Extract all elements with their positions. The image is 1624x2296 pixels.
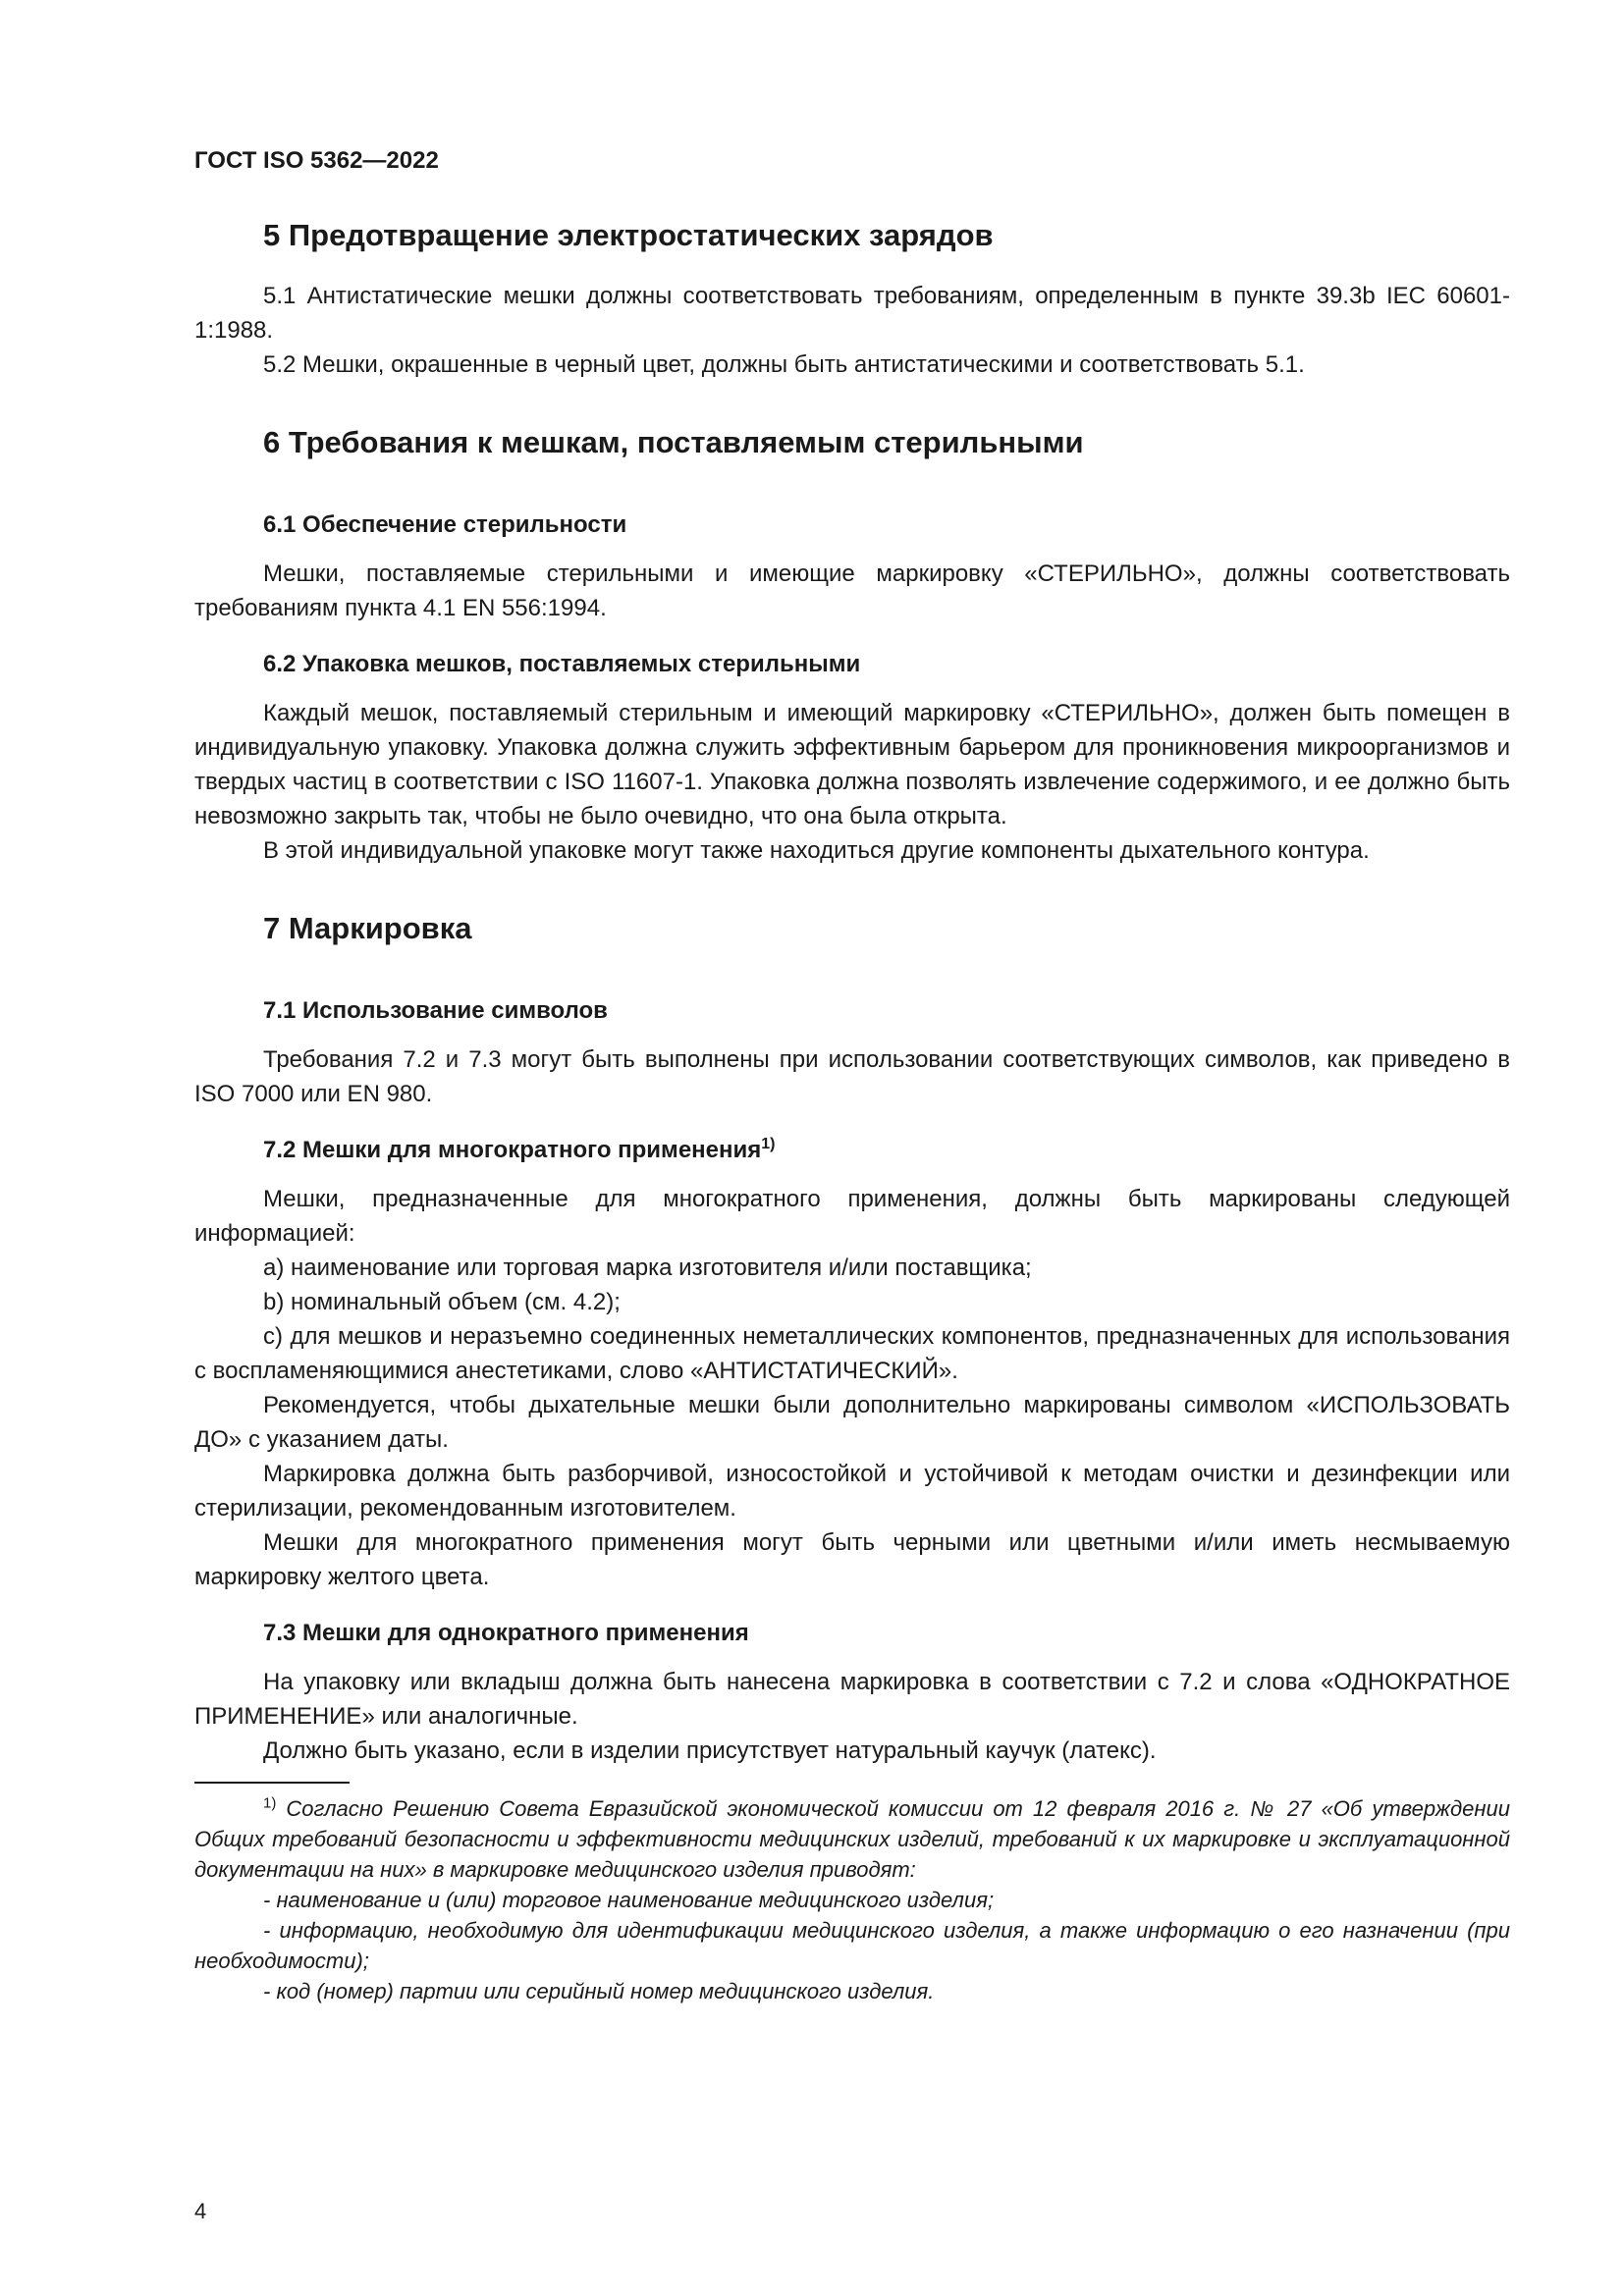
page-number: 4 [194,2199,207,2223]
footnote-body: Согласно Решению Совета Евразийской экономической комиссии от 12 февраля 2016 г. № 27 «Об утверждении Общих требований безопасности и эффективности медицинских изделий, требований к их маркировке и эксплуатационной документации на них» в маркировке медицинского изделия приводят: [194,1796,1510,1882]
list-item: c) для мешков и неразъемно соединенных неметаллических компонентов, предназначенных для использования с воспламеняющимися анестетиками, слово «АНТИСТАТИЧЕСКИЙ». [194,1323,1510,1384]
footnote-divider [194,1782,350,1784]
footnote-item: - наименование и (или) торговое наименование медицинского изделия; [263,1888,995,1912]
footnote-mark: 1) [263,1794,277,1812]
list-item: b) номинальный объем (см. 4.2); [263,1289,621,1315]
document-code: ГОСТ ISO 5362—2022 [194,147,439,174]
footnote-ref: 1) [761,1136,776,1152]
para-7-2-2: Рекомендуется, чтобы дыхательные мешки были дополнительно маркированы символом «ИСПОЛЬЗОВАТЬ ДО» с указанием даты. [194,1392,1510,1453]
section-6-title: 6 Требования к мешкам, поставляемым стерильными [263,425,1084,459]
footnote-item: - код (номер) партии или серийный номер медицинского изделия. [263,1979,935,2003]
para-7-2-3: Маркировка должна быть разборчивой, износостойкой и устойчивой к методам очистки и дезинфекции или стерилизации, рекомендованным изготовителем. [194,1461,1510,1522]
subsection-7-2-title [194,1137,1510,1164]
para-7-3-2: Должно быть указано, если в изделии присутствует натуральный каучук (латекс). [263,1737,1157,1764]
footnote-text [194,1793,1510,1885]
para-7-1: Требования 7.2 и 7.3 могут быть выполнены при использовании соответствующих символов, как приведено в ISO 7000 или EN 980. [194,1046,1510,1107]
section-5 [194,218,1510,382]
para-7-2-1: Мешки, предназначенные для многократного применения, должны быть маркированы следующей информацией: [194,1186,1510,1247]
subsection-6-1-title: 6.1 Обеспечение стерильности [263,511,627,538]
para-5-2: 5.2 Мешки, окрашенные в черный цвет, должны быть антистатическими и соответствовать 5.1. [263,351,1305,378]
section-7 [194,911,1510,1768]
subsection-7-2-title-text: 7.2 Мешки для многократного применения [263,1137,762,1163]
para-7-2-4: Мешки для многократного применения могут быть черными или цветными и/или иметь несмываемую маркировку желтого цвета. [194,1529,1510,1590]
section-5-title: 5 Предотвращение электростатических зарядов [263,218,994,252]
para-6-2-2: В этой индивидуальной упаковке могут также находиться другие компоненты дыхательного контура. [263,837,1370,864]
footnotes [194,1793,1510,2006]
list-item: a) наименование или торговая марка изготовителя и/или поставщика; [263,1255,1032,1281]
para-6-2-1: Каждый мешок, поставляемый стерильным и имеющий маркировку «СТЕРИЛЬНО», должен быть помещен в индивидуальную упаковку. Упаковка должна служить эффективным барьером для проникновения микроорганизмов и твердых частиц в соответствии с ISO 11607-1. Упаковка должна позволять извлечение содержимого, и ее должно быть невозможно закрыть так, чтобы не было очевидно, что она была открыта. [194,700,1510,829]
para-5-1: 5.1 Антистатические мешки должны соответствовать требованиям, определенным в пункте 39.3b IEC 60601-1:1988. [194,283,1510,344]
section-7-title: 7 Маркировка [263,911,472,945]
para-6-1: Мешки, поставляемые стерильными и имеющие маркировку «СТЕРИЛЬНО», должны соответствовать требованиям пункта 4.1 EN 556:1994. [194,561,1510,621]
section-6 [194,425,1510,868]
footnote-item: - информацию, необходимую для идентификации медицинского изделия, а также информацию о его назначении (при необходимости); [194,1918,1510,1973]
subsection-7-1-title: 7.1 Использование символов [263,997,608,1024]
document-page [194,147,1510,2006]
para-7-3-1: На упаковку или вкладыш должна быть нанесена маркировка в соответствии с 7.2 и слова «ОДНОКРАТНОЕ ПРИМЕНЕНИЕ» или аналогичные. [194,1669,1510,1730]
subsection-6-2-title: 6.2 Упаковка мешков, поставляемых стерильными [263,651,861,677]
subsection-7-3-title: 7.3 Мешки для однократного применения [263,1620,749,1646]
